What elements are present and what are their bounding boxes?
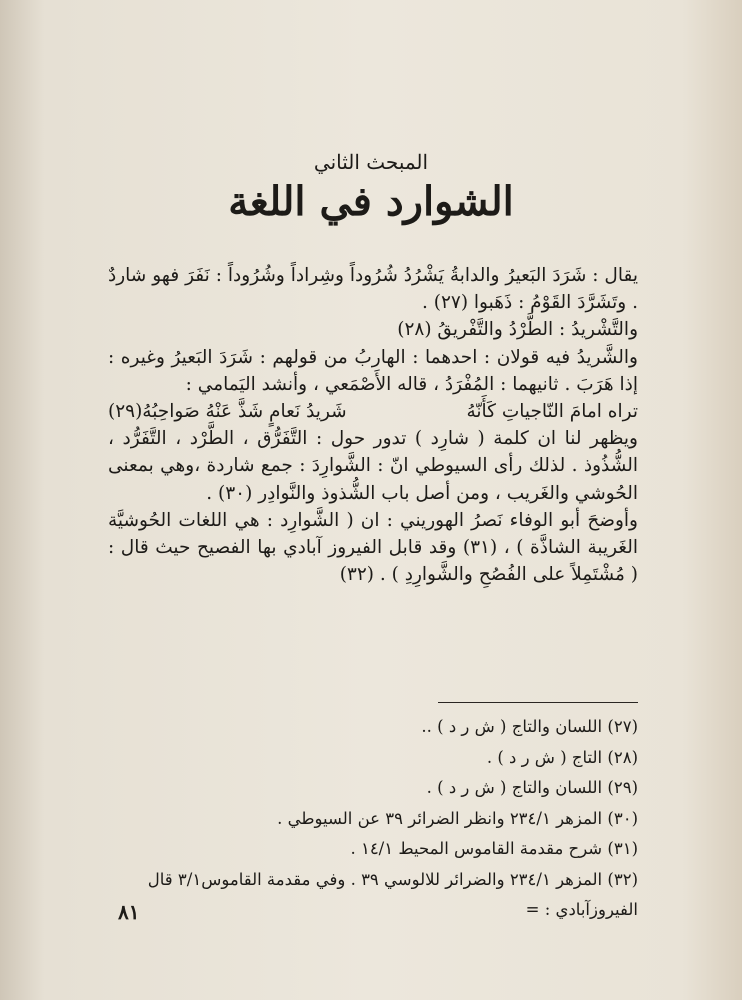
page-number: ٨١ [118,900,140,924]
footnote: (٣٠) المزهر ٢٣٤/١ وانظر الضرائر ٣٩ عن السيوطي . [277,808,638,828]
chapter-title: الشوارد في اللغة [228,178,514,225]
footnote: (٣١) شرح مقدمة القاموس المحيط ١٤/١ . [350,839,638,858]
paragraph: والشَّريدُ فيه قولان : احدهما : الهاربُ من قولهم : شَرَدَ البَعيرُ وغيره : إذا هَرَبَ . ثانيهما : المُفْرَدُ ، قاله الأَصْمَعي ، وأنشد اليَمامي : [108,346,638,395]
paragraph: يقال : شَرَدَ البَعيرُ والدابةُ يَشْرُدُ شُرُوداً وشِراداً وشُرُوداً : نَفَرَ فهو شاردٌ . وتَشَرَّدَ القَوْمُ : ذَهَبوا (٢٧) . [108,265,638,314]
footnote: (٢٧) اللسان والتاج ( ش ر د ) .. [421,717,638,736]
footnotes-list [108,712,638,926]
footnote: (٣٢) المزهر ٢٣٤/١ والضرائر للالوسي ٣٩ . وفي مقدمة القاموس٣/١ قال الفيروزآبادي : = [147,869,638,919]
verse-second-hemistich: شَريدُ نَعامٍ شَذَّ عَنْهُ صَواحِبُهُ(٢٩) [108,401,347,423]
paragraph: والتَّشْريدُ : الطَّرْدُ والتَّفْريقُ (٢٨) [397,319,638,341]
footnote: (٢٩) اللسان والتاج ( ش ر د ) . [426,778,638,797]
paragraph: ويظهر لنا ان كلمة ( شارِد ) تدور حول : التَّفَرُّق ، الطَّرْد ، التَّفَرُّد ، الشُّذُوذ . لذلك رأى السيوطي انّ : الشَّوارِدَ : جمع شاردة ،وهي بمعنى الحُوشي والغَريب ، ومن أصل باب الشُّذوذ والنَّوادِر (٣٠) . [108,428,638,504]
section-heading: المبحث الثاني [313,150,429,174]
footnote: (٢٨) التاج ( ش ر د ) . [486,747,638,767]
body-text [108,262,638,588]
poetry-verse [108,398,638,425]
verse-first-hemistich: تراه امامَ النّاجياتِ كَأَنّهُ [466,401,638,423]
footnote-divider [438,702,638,703]
paragraph: وأوضحَ أبو الوفاء نَصرُ الهوريني : ان ( الشَّوارِد : هي اللغات الحُوشيَّة الغَريبة الشاذَّة ) ، (٣١) وقد قابل الفيروز آبادي بها الفصيح حيث قال : ( مُشْتَمِلاً على الفُصُحِ والشَّوارِدِ ) . (٣٢) [108,509,639,586]
